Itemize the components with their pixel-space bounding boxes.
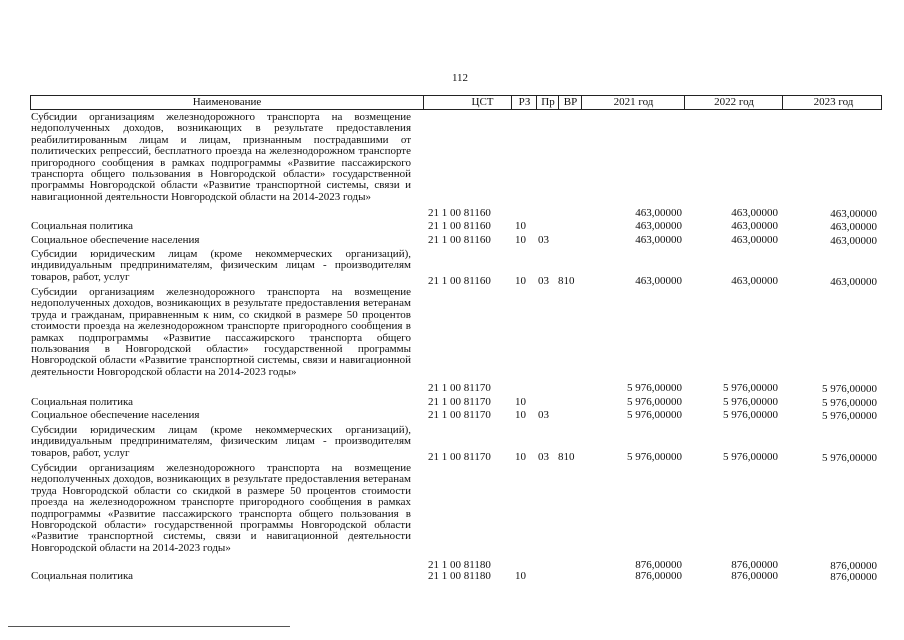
- row-2021: 5 976,00000: [627, 451, 682, 463]
- row-2023: 5 976,00000: [822, 397, 877, 409]
- row-cst: 21 1 00 81170: [428, 451, 491, 463]
- row-cst: 21 1 00 81180: [428, 559, 491, 571]
- header-pr: Пр: [536, 96, 559, 109]
- row-vr: 810: [558, 451, 575, 463]
- header-vr: ВР: [558, 96, 582, 109]
- row-2023: 5 976,00000: [822, 383, 877, 395]
- row-2023: 876,00000: [830, 560, 877, 572]
- row-cst: 21 1 00 81180: [428, 570, 491, 582]
- row-cst: 21 1 00 81160: [428, 234, 491, 246]
- row-name: Социальная политика: [31, 220, 134, 232]
- row-cst: 21 1 00 81170: [428, 382, 491, 394]
- row-cst: 21 1 00 81160: [428, 275, 491, 287]
- row-2023: 463,00000: [830, 221, 877, 233]
- row-2023: 876,00000: [830, 571, 877, 583]
- header-2022: 2022 год: [684, 96, 783, 109]
- row-pr: 03: [538, 234, 549, 246]
- row-2022: 5 976,00000: [723, 382, 778, 394]
- row-pr: 03: [538, 451, 549, 463]
- row-2023: 463,00000: [830, 235, 877, 247]
- row-rz: 10: [515, 396, 526, 408]
- row-2022: 876,00000: [731, 559, 778, 571]
- row-2021: 463,00000: [635, 207, 682, 219]
- row-2022: 876,00000: [731, 570, 778, 582]
- header-name: Наименование: [192, 96, 262, 108]
- row-2022: 5 976,00000: [723, 451, 778, 463]
- header-2021: 2021 год: [581, 96, 685, 109]
- row-name: Социальное обеспечение населения: [31, 234, 200, 246]
- row-name: Субсидии юридическим лицам (кроме некоммерческих организаций), индивидуальным предпринимателям, физическим лицам - производителям товаров, работ, услуг: [31, 248, 411, 283]
- row-2023: 463,00000: [830, 208, 877, 220]
- row-2022: 463,00000: [731, 275, 778, 287]
- row-name: Социальная политика: [31, 396, 134, 408]
- row-2023: 5 976,00000: [822, 410, 877, 422]
- row-name: Субсидии юридическим лицам (кроме некоммерческих организаций), индивидуальным предпринимателям, физическим лицам - производителям товаров, работ, услуг: [31, 424, 411, 459]
- row-2021: 463,00000: [635, 275, 682, 287]
- row-rz: 10: [515, 570, 526, 582]
- row-name: Субсидии организациям железнодорожного транспорта на возмещение недополученных доходов, возникающих в результате предоставления ветеранам труда Новгородской области со скидкой в размере 50 процентов стоимости проезда на железнодорожном транспорте пригородного сообщения в рамках подпрограммы «Развитие пассажирского транспорта общего пользования в Новгородской области» государственной программы Новгородской области «Развитие транспортной системы, связи и навигационной деятельности Новгородской области на 2014-2023 годы»: [31, 462, 411, 554]
- row-name: Социальная политика: [31, 570, 134, 582]
- page-number: 112: [451, 72, 469, 84]
- row-cst: 21 1 00 81170: [428, 396, 491, 408]
- row-rz: 10: [515, 409, 526, 421]
- row-2021: 463,00000: [635, 220, 682, 232]
- row-2022: 463,00000: [731, 220, 778, 232]
- row-rz: 10: [515, 451, 526, 463]
- header-2023: 2023 год: [782, 96, 884, 109]
- row-name: Субсидии организациям железнодорожного транспорта на возмещение недополученных доходов, возникающих в результате предоставления ветеранам труда и гражданам, приравненным к ним, со скидкой в размере 50 процентов стоимости проезда на железнодорожном транспорте пригородного сообщения в рамках подпрограммы «Развитие пассажирского транспорта общего пользования в Новгородской области» государственной программы Новгородской области «Развитие транспортной системы, связи и навигационной деятельности Новгородской области на 2014-2023 годы»: [31, 286, 411, 378]
- row-2023: 5 976,00000: [822, 452, 877, 464]
- row-2023: 463,00000: [830, 276, 877, 288]
- row-cst: 21 1 00 81160: [428, 207, 491, 219]
- row-2021: 5 976,00000: [627, 382, 682, 394]
- row-2021: 463,00000: [635, 234, 682, 246]
- row-rz: 10: [515, 234, 526, 246]
- header-cst: ЦСТ: [423, 96, 541, 109]
- row-2022: 5 976,00000: [723, 396, 778, 408]
- row-2021: 876,00000: [635, 559, 682, 571]
- row-2022: 5 976,00000: [723, 409, 778, 421]
- row-name: Социальное обеспечение населения: [31, 409, 200, 421]
- header-rz: РЗ: [511, 96, 537, 109]
- row-cst: 21 1 00 81160: [428, 220, 491, 232]
- row-2021: 876,00000: [635, 570, 682, 582]
- row-2022: 463,00000: [731, 207, 778, 219]
- row-2022: 463,00000: [731, 234, 778, 246]
- row-2021: 5 976,00000: [627, 409, 682, 421]
- row-rz: 10: [515, 275, 526, 287]
- footer-divider: [8, 626, 290, 627]
- row-name: Субсидии организациям железнодорожного транспорта на возмещение недополученных доходов, возникающих в результате предоставления реабилитированным лицам и лицам, признанным пострадавшими от политических репрессий, бесплатного проезда на железнодорожном транспорте пригородного сообщения в рамках подпрограммы «Развитие пассажирского транспорта общего пользования в Новгородской области» государственной программы Новгородской области «Развитие транспортной системы, связи и навигационной деятельности Новгородской области на 2014-2023 годы»: [31, 111, 411, 203]
- table-header: [30, 95, 882, 110]
- row-2021: 5 976,00000: [627, 396, 682, 408]
- row-vr: 810: [558, 275, 575, 287]
- row-rz: 10: [515, 220, 526, 232]
- row-pr: 03: [538, 409, 549, 421]
- row-cst: 21 1 00 81170: [428, 409, 491, 421]
- row-pr: 03: [538, 275, 549, 287]
